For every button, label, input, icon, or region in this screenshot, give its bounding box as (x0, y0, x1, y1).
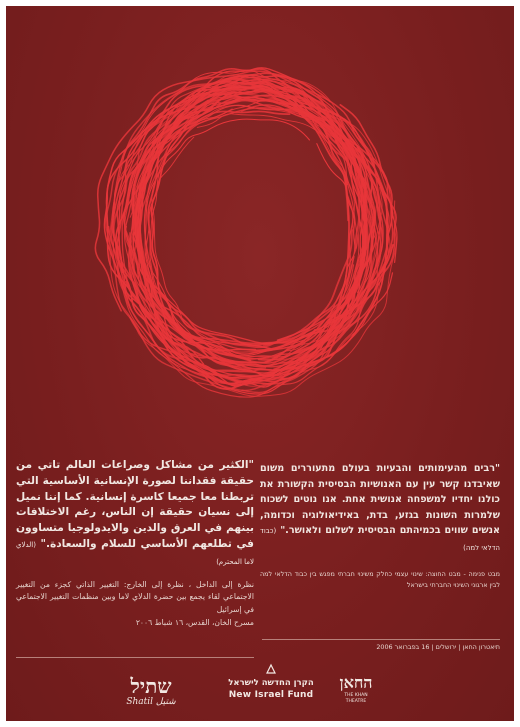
nif-logo-english: New Israel Fund (228, 690, 314, 700)
nif-logo-hebrew: הקרן החדשה לישראל (228, 678, 314, 688)
new-israel-fund-logo (211, 677, 331, 701)
arabic-venue: مسرح الخان، القدس، ١٦ شباط ٢٠٠٦ (135, 618, 254, 628)
arabic-venue-rule (16, 657, 254, 658)
hebrew-venue-rule (262, 639, 500, 640)
hebrew-quote (260, 461, 500, 557)
khan-theatre-logo (336, 673, 376, 705)
hebrew-attribution: (כבוד הדלאי למה) (260, 527, 500, 552)
arabic-attribution: (الدلاي لاما المحترم) (16, 540, 254, 566)
khan-theatre-logo-english: THE KHAN THEATRE (344, 693, 368, 704)
nif-mark-icon (265, 663, 277, 675)
shatil-logo (121, 675, 181, 707)
shatil-logo-hebrew: שתיל (130, 674, 172, 698)
khan-theatre-logo-hebrew: החאן (339, 673, 373, 692)
hebrew-quote-text: "רבים מהעימותים והבעיות בעולם מתעוררים משום שאיבדנו קשר עין עם האנושיות הבסיסית הקשורת את כולנו יחדיו למשפחה אנושית אחת. אנו נוטים לשכוח שלמרות השונות בגזע, בדת, באידיאולוגיה וכדומה, אנשים שווים בכמיהתם הבסיסית לשלום ולאושר." (260, 463, 500, 537)
poster (6, 6, 514, 721)
sponsor-logos (6, 671, 514, 721)
arabic-text-block (16, 458, 254, 627)
shatil-logo-latin (121, 697, 181, 707)
hebrew-subtext: מבט פנימה - מבט החוצה: שינוי עצמי כחלק משינוי חברתי מפגש בין כבוד הדלאי למה לבין ארגוני השינוי החברתי בישראל (260, 569, 500, 589)
arabic-quote (16, 458, 254, 571)
shatil-logo-arabic: شتيل (155, 697, 176, 707)
arabic-subtext: نظرة إلى الداخل ، نظرة إلى الخارج: التغيير الذاتي كجزء من التغيير الاجتماعي لقاء يجمع بين حضرة الدلاي لاما وبين منظمات التغيير الاجتماعي في إسرائيل (16, 579, 254, 614)
red-scribble-circle (6, 6, 514, 476)
hebrew-venue: תיאטרון החאן | ירושלים | 16 בפברואר 2006 (376, 643, 500, 651)
arabic-quote-text: "الكثير من مشاكل وصراعات العالم تاتي من حقيقة فقداننا لصورة الإنسانية الأساسية التي تربطنا معا جميعا كاسرة إنسانية. كما إننا نميل إلى نسيان حقيقة إن الناس، رغم الاختلافات بينهم في العرق والدين والايدولوجيا متساوون في تطلعهم الأساسي للسلام والسعادة." (16, 459, 254, 550)
hebrew-text-block (260, 461, 500, 591)
shatil-logo-english: Shatil (126, 697, 154, 707)
